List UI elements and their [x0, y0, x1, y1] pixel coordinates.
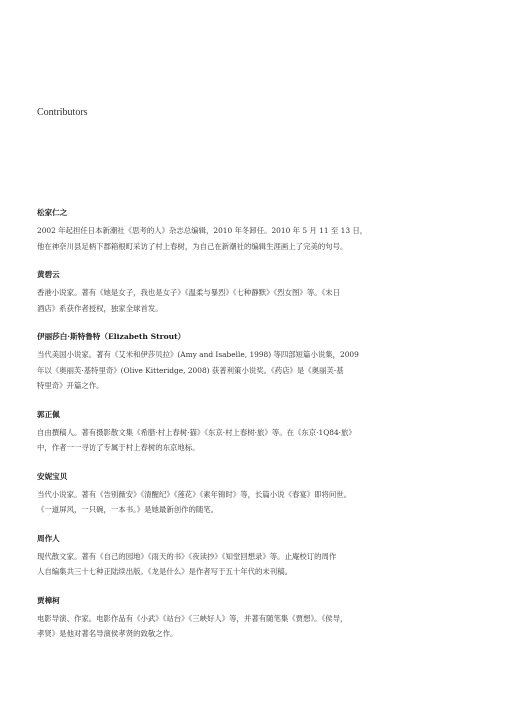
contributor-entry [37, 471, 477, 518]
contributor-bio-line: 香港小说家。著有《她是女子，我也是女子》《温柔与暴烈》《七种静默》《烈女图》等。《末日 [37, 288, 341, 297]
contributor-bio-line: 电影导演、作家。电影作品有《小武》《站台》《三峡好人》等，并著有随笔集《贾想》。《侯导， [37, 613, 348, 623]
contributor-name: 周作人 [37, 533, 60, 543]
contributor-entry [37, 595, 477, 642]
contributor-bio-line: 现代散文家。著有《自己的园地》《雨天的书》《夜读抄》《知堂回想录》等。止庵校订的周作 [37, 551, 337, 561]
contributor-name: 松家仁之 [37, 208, 68, 217]
contributor-bio-line: 当代美国小说家。著有《艾米和伊莎贝拉》(Amy and Isabelle, 1998) 等四部短篇小说集，2009 [37, 350, 359, 359]
contributor-entry [37, 269, 477, 316]
contributor-name: 黄碧云 [37, 270, 60, 279]
contributor-bio-line: 2002 年起担任日本新潮社《思考的人》杂志总编辑，2010 年冬卸任。2010 年 5 月 11 至 13 日， [37, 226, 368, 235]
contributor-entry [37, 207, 477, 254]
contributor-name: 郭正佩 [37, 409, 60, 419]
contributor-name: 贾樟柯 [37, 595, 60, 605]
contributor-bio-line: 当代小说家。著有《告别薇安》《清醒纪》《莲花》《素年锦时》等，长篇小说《春宴》即将问世。 [37, 489, 352, 499]
contributor-bio-line: 酒店》系获作者授权，独家全球首发。 [37, 303, 163, 313]
contributors-list [37, 207, 477, 657]
contributor-bio-line: 人自编集共三十七种正陆续出版。《龙是什么》是作者写于五十年代的未刊稿。 [37, 567, 292, 576]
contributor-entry [37, 409, 477, 456]
contributor-entry [37, 331, 477, 394]
contributor-bio-line: 他在神奈川县足柄下郡箱根町采访了村上春树，为自己在新潮社的编辑生涯画上了完美的句号。 [37, 241, 348, 251]
contributor-name: 安妮宝贝 [37, 471, 68, 481]
contributor-bio-line: 自由撰稿人。著有摄影散文集《希腊·村上春树·猫》《东京·村上春树·旅》等。在《东京·1Q84·旅》 [37, 427, 356, 437]
contributor-bio-line: 孝贤》是他对著名导演侯孝贤的致敬之作。 [37, 629, 178, 638]
page-title: Contributors [37, 107, 88, 118]
contributor-bio-line: 《一道屏风，一只碗，一本书。》是她最新创作的随笔。 [37, 505, 219, 514]
contributor-bio-line: 年以《奥丽芙·基特里奇》(Olive Kitteridge, 2008) 获普利策小说奖。《药店》是《奥丽芙·基 [37, 365, 344, 375]
contributor-name: 伊丽莎白·斯特鲁特（Elizabeth Strout） [37, 332, 186, 341]
contributor-bio-line: 特里奇》开篇之作。 [37, 381, 104, 390]
contributor-entry [37, 533, 477, 580]
contributor-bio-line: 中，作者一一寻访了专属于村上春树的东京地标。 [37, 443, 200, 452]
